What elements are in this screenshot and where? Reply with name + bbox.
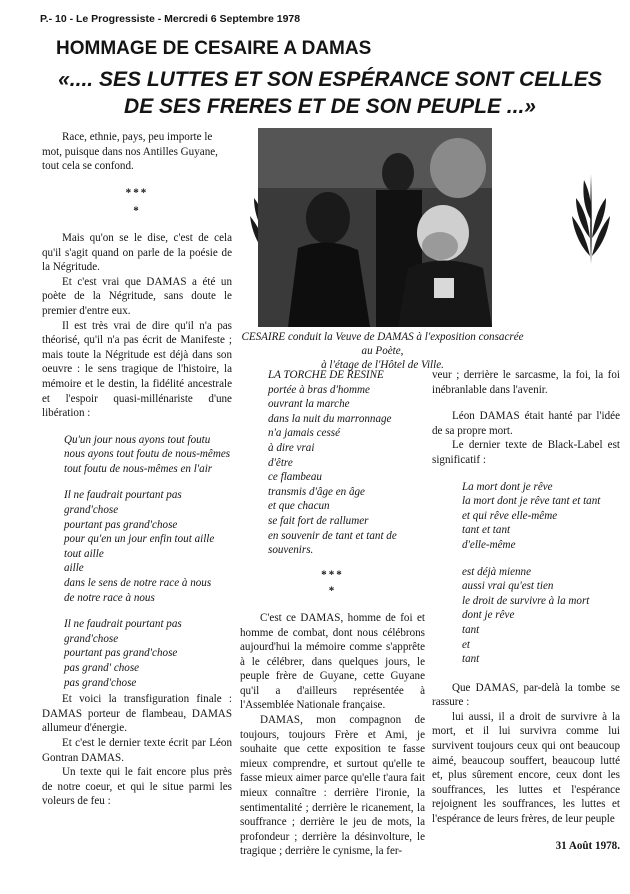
poem-line: Il ne faudrait pourtant pas grand'chose: [64, 489, 182, 517]
poem-stanza: [432, 565, 620, 667]
poem-line: la mort dont je rêve tant et tant: [462, 495, 601, 508]
poem-line: LA TORCHE DE RESINE: [268, 369, 384, 381]
paragraph: Le dernier texte de Black-Label est significatif :: [432, 439, 620, 466]
poem-stanza: [42, 617, 232, 690]
poem-line: pourtant pas grand'chose: [64, 518, 178, 531]
poem-stanza: [240, 368, 425, 558]
separator: ***: [321, 568, 344, 581]
poem-line: à dire vrai: [268, 441, 315, 454]
poem-line: aussi vrai qu'est tien: [462, 580, 554, 593]
poem-line: dont je rêve: [462, 609, 515, 622]
paragraph: Et c'est le dernier texte écrit par Léon Gontran DAMAS.: [42, 736, 232, 764]
poem-line: transmis d'âge en âge: [268, 485, 365, 498]
poem-line: et qui rêve elle-même: [462, 509, 558, 522]
caption-line-1: CESAIRE conduit la Veuve de DAMAS à l'exposition consacrée au Poète,: [241, 331, 524, 357]
poem-line: est déjà mienne: [462, 565, 532, 578]
paragraph: Léon DAMAS était hanté par l'idée de sa propre mort.: [432, 410, 620, 437]
poem-line: tant: [462, 623, 480, 636]
poem-line: et: [462, 638, 471, 651]
poem-line: ce flambeau: [268, 471, 322, 484]
poem-line: ouvrant la marche: [268, 398, 350, 411]
poem-line: dans la nuit du marronnage: [268, 412, 392, 425]
article-photo: [258, 128, 492, 327]
poem-line: de notre race à nous: [64, 591, 155, 604]
poem-line: dans le sens de notre race à nous: [64, 577, 212, 590]
article-date: 31 Août 1978.: [555, 839, 620, 852]
poem-line: d'être: [268, 456, 293, 469]
poem-line: Qu'un jour nous ayons tout foutu: [64, 433, 211, 446]
poem-line: d'elle-même: [462, 538, 516, 551]
poem-line: portée à bras d'homme: [268, 383, 370, 396]
photo-caption: [240, 330, 525, 372]
paragraph: C'est ce DAMAS, homme de foi et homme de combat, dont nous célébrons aujourd'hui la mémoire comme s'apprête à le célébrer, dans quelques jours, le peuple frère de Guyane, cette Guyane qu'il a d'ailleurs représentée à l'Assemblée Nationale française.: [240, 611, 425, 712]
separator: ***: [125, 186, 149, 199]
paragraph: Et c'est vrai que DAMAS a été un poète de la Négritude, sans doute le premier d'entre eux.: [42, 275, 232, 317]
page-header: P.- 10 - Le Progressiste - Mercredi 6 Septembre 1978: [40, 13, 301, 25]
poem-line: se fait fort de rallumer: [268, 514, 369, 527]
separator-dot: *: [133, 205, 141, 218]
paragraph: Mais qu'on se le dise, c'est de cela qu'il s'agit quand on parle de la poésie de la Négritude.: [42, 231, 232, 274]
column-3: [432, 368, 620, 853]
paragraph: Race, ethnie, pays, peu importe le mot, puisque dans nos Antilles Guyane, tout cela se confond.: [42, 131, 218, 173]
poem-line: pourtant pas grand'chose: [64, 647, 178, 660]
column-2: [240, 368, 425, 859]
paragraph: DAMAS, mon compagnon de toujours, toujours Frère et Ami, je souhaite que cette exposition te fasse mieux comprendre, et surtout qu'elle te fasse mieux aimer parce qu'elle t'aura fait mieux connaître : derrière l'ironie, la sentimentalité ; derrière le ricanement, la souffrance ; derrière le jeu de mots, la profondeur ; derrière la désinvolture, le tragique ; derrière le cynisme, la fer-: [240, 714, 425, 858]
paragraph: veur ; derrière le sarcasme, la foi, la foi inébranlable dans l'avenir.: [432, 369, 620, 396]
poem-line: nous ayons tout foutu de nous-mêmes: [64, 448, 231, 461]
paragraph: Et voici la transfiguration finale : DAMAS porteur de flambeau, DAMAS allumeur d'énergie.: [42, 693, 232, 735]
article-title: HOMMAGE DE CESAIRE A DAMAS: [56, 38, 372, 59]
poem-line: et que chacun: [268, 500, 330, 513]
paragraph: lui aussi, il a droit de survivre à la mort, et il lui survivra comme lui survivent toujours ceux qui ont beaucoup aimé, beaucoup souffert, beaucoup lutté et, plus sûrement encore, ceux dont les souffrances, les luttes et l'espérance rejoignent les souffrances, les luttes et l'espérance de leurs frères, de leur peuple: [432, 710, 620, 826]
poem-line: Il ne faudrait pourtant pas grand'chose: [64, 618, 182, 645]
paragraph: Il est très vrai de dire qu'il n'a pas théorisé, qu'il n'a pas écrit de Manifeste ; mais toute la Négritude est déjà dans son oeuvre : le sens tragique de l'histoire, la mémoire et le destin, la fidélité ancestrale et l'espoir quasi-millénariste d'une libération :: [42, 319, 232, 420]
poem-line: n'a jamais cessé: [268, 427, 341, 440]
poem-line: le droit de survivre à la mort: [462, 594, 590, 607]
poem-stanza: [42, 488, 232, 605]
wheat-icon: [568, 168, 614, 268]
poem-line: pas grand' chose: [64, 662, 140, 674]
column-1: [42, 130, 232, 809]
poem-stanza: [42, 433, 232, 477]
poem-stanza: [432, 480, 620, 553]
poem-line: pas grand'chose: [64, 676, 137, 689]
subtitle-line-1: «.... SES LUTTES ET SON ESPÉRANCE SONT CELLES: [58, 68, 602, 91]
poem-line: aille: [64, 562, 84, 575]
poem-line: tant et tant: [462, 524, 511, 537]
article-subtitle: [40, 66, 620, 120]
separator-dot: *: [328, 585, 337, 598]
poem-line: tout foutu de nous-mêmes en l'air: [64, 462, 213, 475]
poem-line: tout aille: [64, 547, 104, 560]
poem-line: La mort dont je rêve: [462, 480, 553, 493]
paragraph: Que DAMAS, par-delà la tombe se rassure :: [432, 681, 620, 709]
poem-line: pour qu'en un jour enfin tout aille: [64, 533, 215, 546]
paragraph: Un texte qui le fait encore plus près de notre coeur, et qui le situe parmi les voleurs de feu :: [42, 766, 232, 808]
caption-line-2: à l'étage de l'Hôtel de Ville.: [321, 359, 444, 371]
poem-line: tant: [462, 653, 480, 666]
subtitle-line-2: DE SES FRERES ET DE SON PEUPLE ...»: [124, 95, 536, 118]
poem-line: en souvenir de tant et tant de souvenirs.: [268, 529, 397, 557]
